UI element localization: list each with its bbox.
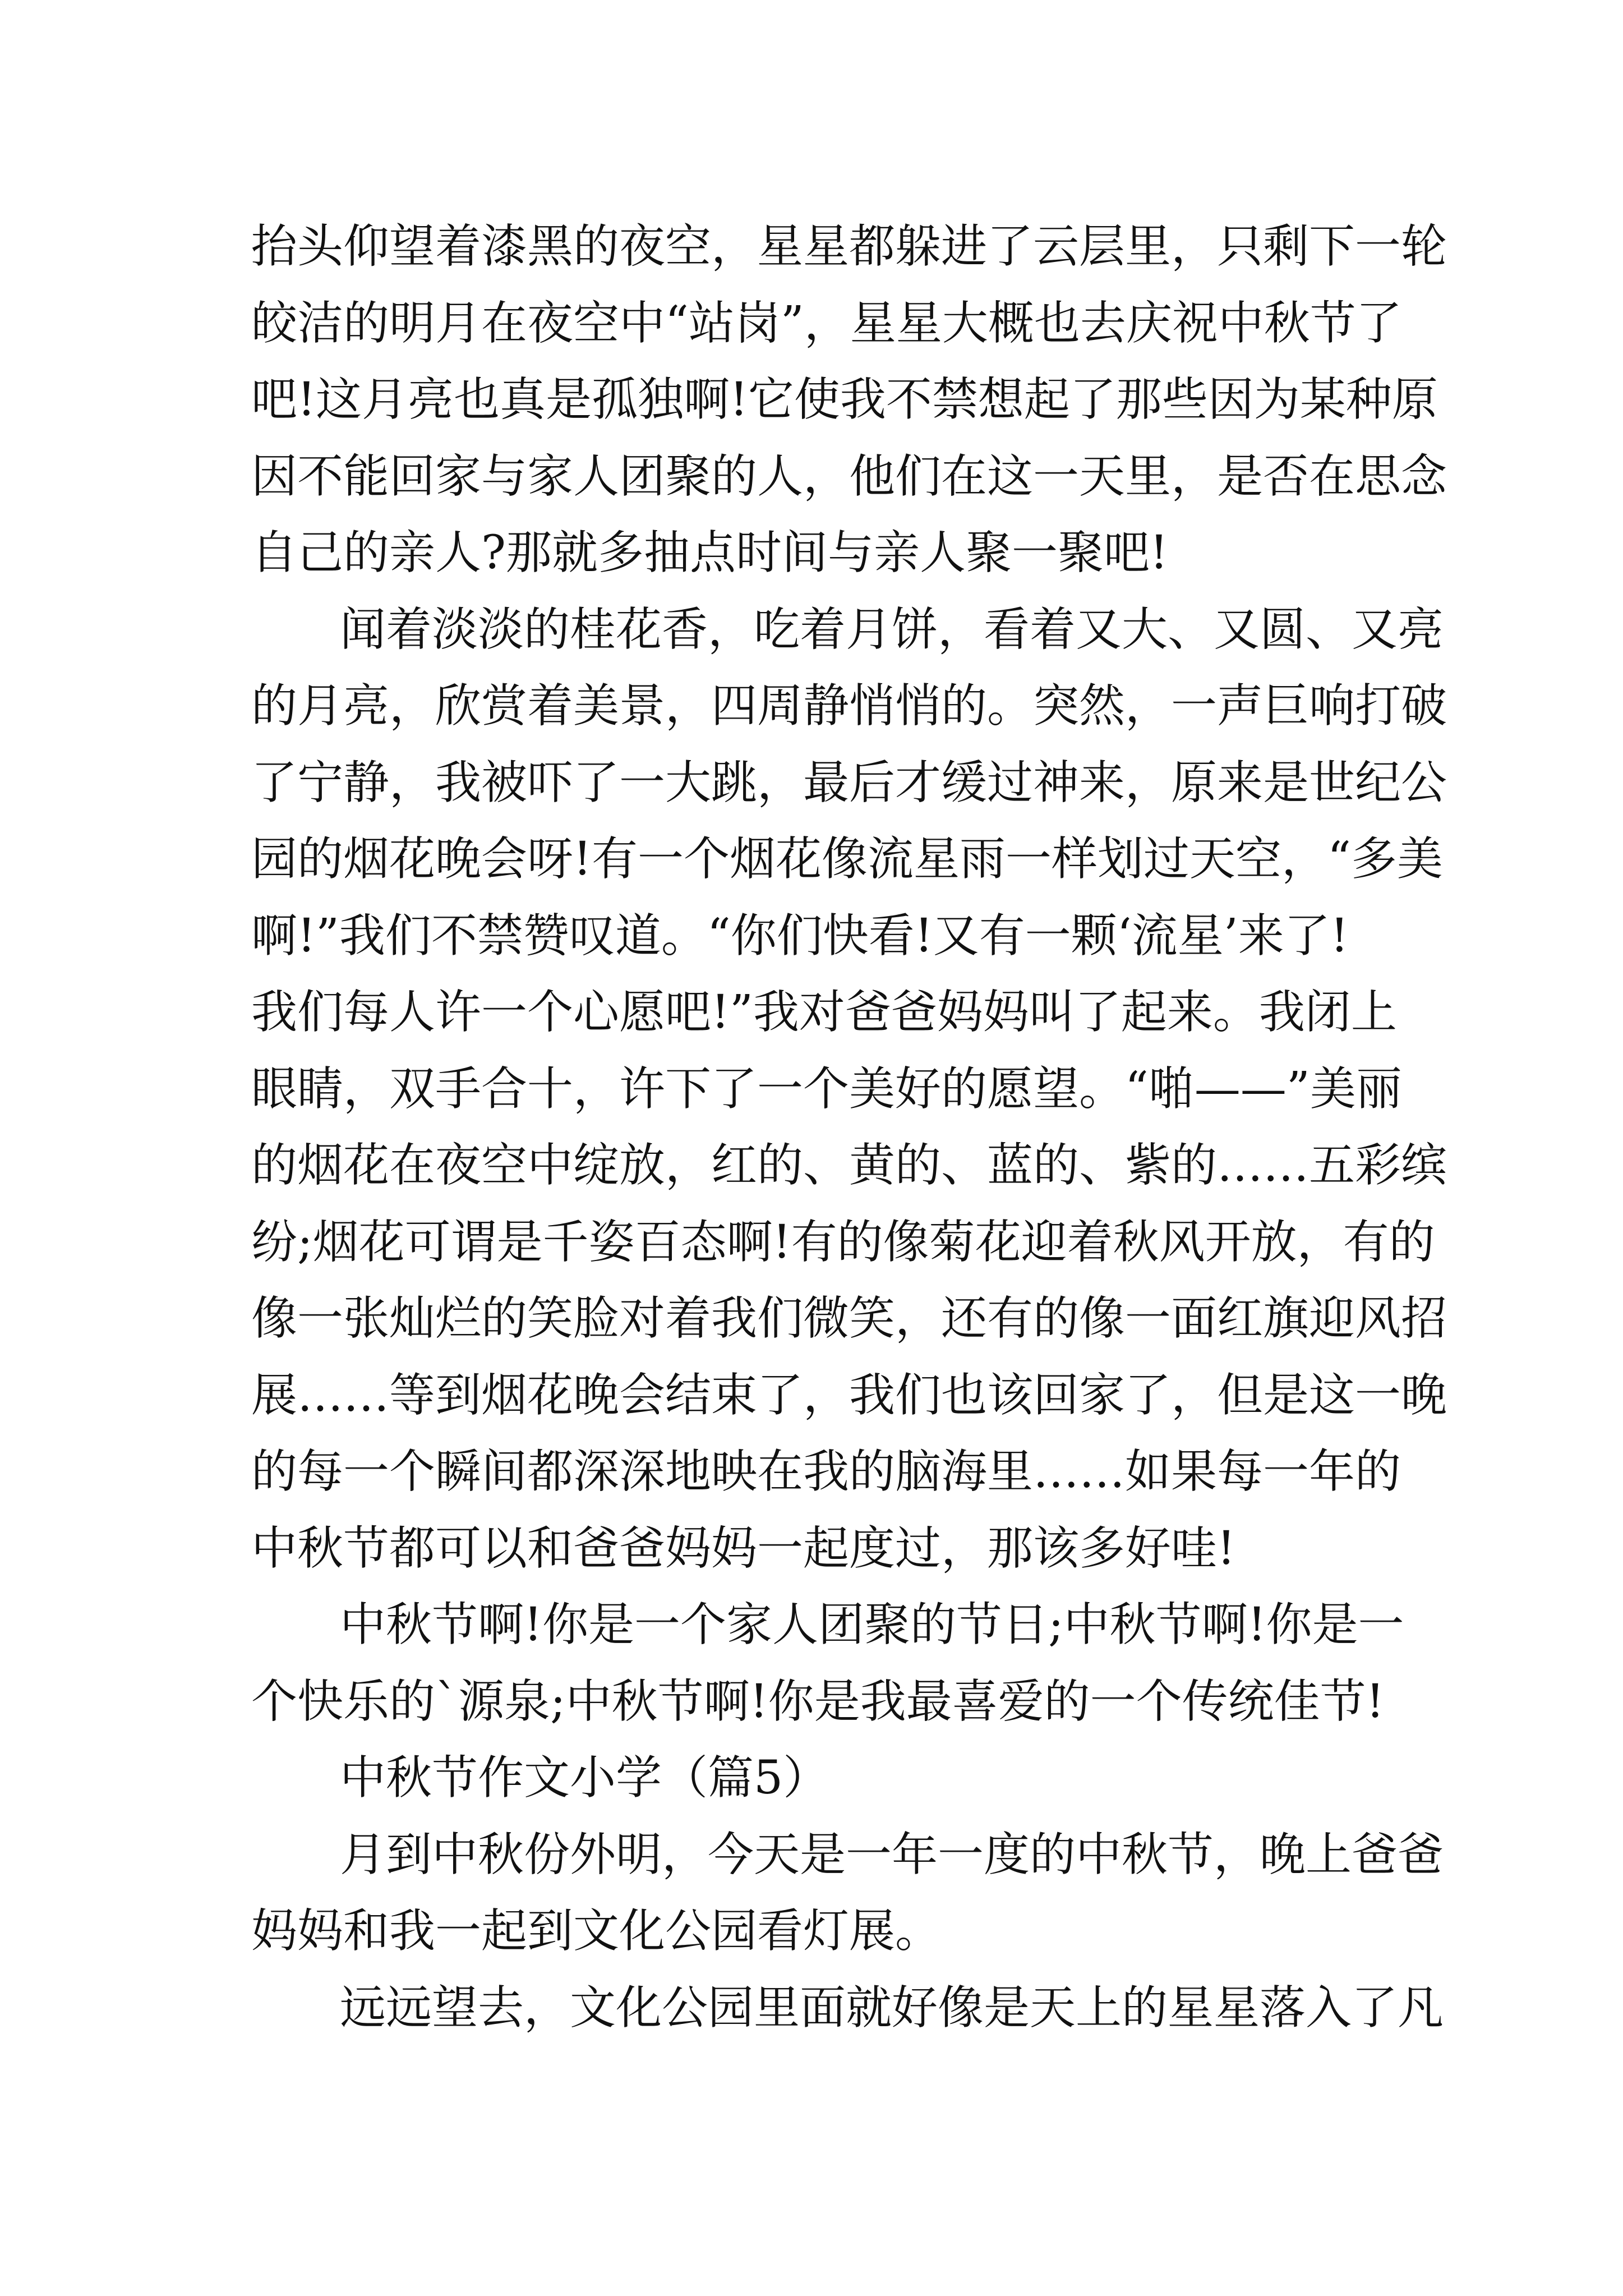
paragraph-first-line: 中秋节啊!你是一个家人团聚的节日;中秋节啊!你是一 bbox=[340, 1598, 1404, 1651]
text-line: 的每一个瞬间都深深地映在我的脑海里……如果每一年的 bbox=[251, 1445, 1401, 1498]
text-line: 个快乐的`源泉;中秋节啊!你是我最喜爱的一个传统佳节! bbox=[251, 1674, 1385, 1728]
text-line: 的烟花在夜空中绽放，红的、黄的、蓝的、紫的……五彩缤 bbox=[251, 1139, 1447, 1192]
body-text bbox=[251, 209, 1447, 2046]
text-line: 眼睛，双手合十，许下了一个美好的愿望。“啪——”美丽 bbox=[251, 1062, 1402, 1116]
text-line: 像一张灿烂的笑脸对着我们微笑，还有的像一面红旗迎风招 bbox=[251, 1292, 1447, 1345]
text-line: 的月亮，欣赏着美景，四周静悄悄的。突然，一声巨响打破 bbox=[251, 679, 1447, 733]
text-line: 妈妈和我一起到文化公园看灯展。 bbox=[251, 1904, 942, 1958]
text-line: 皎洁的明月在夜空中“站岗”，星星大概也去庆祝中秋节了 bbox=[251, 296, 1402, 350]
paragraph-first-line: 远远望去，文化公园里面就好像是天上的星星落入了凡 bbox=[340, 1981, 1444, 2035]
text-line: 我们每人许一个心愿吧!”我对爸爸妈妈叫了起来。我闭上 bbox=[251, 986, 1397, 1039]
paragraph-first-line: 中秋节作文小学（篇5） bbox=[340, 1751, 829, 1805]
paragraph-first-line: 月到中秋份外明，今天是一年一度的中秋节，晚上爸爸 bbox=[340, 1828, 1444, 1881]
text-line: 纷;烟花可谓是千姿百态啊!有的像菊花迎着秋风开放，有的 bbox=[251, 1215, 1435, 1269]
text-line: 抬头仰望着漆黑的夜空，星星都躲进了云层里，只剩下一轮 bbox=[251, 220, 1447, 273]
text-line: 啊!”我们不禁赞叹道。“你们快看!又有一颗‘流星’来了! bbox=[251, 909, 1349, 963]
text-line: 因不能回家与家人团聚的人，他们在这一天里，是否在思念 bbox=[251, 449, 1447, 503]
paragraph-first-line: 闻着淡淡的桂花香，吃着月饼，看着又大、又圆、又亮 bbox=[340, 602, 1444, 656]
text-line: 了宁静，我被吓了一大跳，最后才缓过神来，原来是世纪公 bbox=[251, 756, 1447, 809]
text-line: 展……等到烟花晚会结束了，我们也该回家了，但是这一晚 bbox=[251, 1368, 1447, 1422]
text-line: 中秋节都可以和爸爸妈妈一起度过，那该多好哇! bbox=[251, 1521, 1235, 1575]
text-line: 吧!这月亮也真是孤独啊!它使我不禁想起了那些因为某种原 bbox=[251, 373, 1438, 426]
text-line: 园的烟花晚会呀!有一个烟花像流星雨一样划过天空，“多美 bbox=[251, 832, 1443, 886]
text-line: 自己的亲人?那就多抽点时间与亲人聚一聚吧! bbox=[251, 526, 1168, 579]
